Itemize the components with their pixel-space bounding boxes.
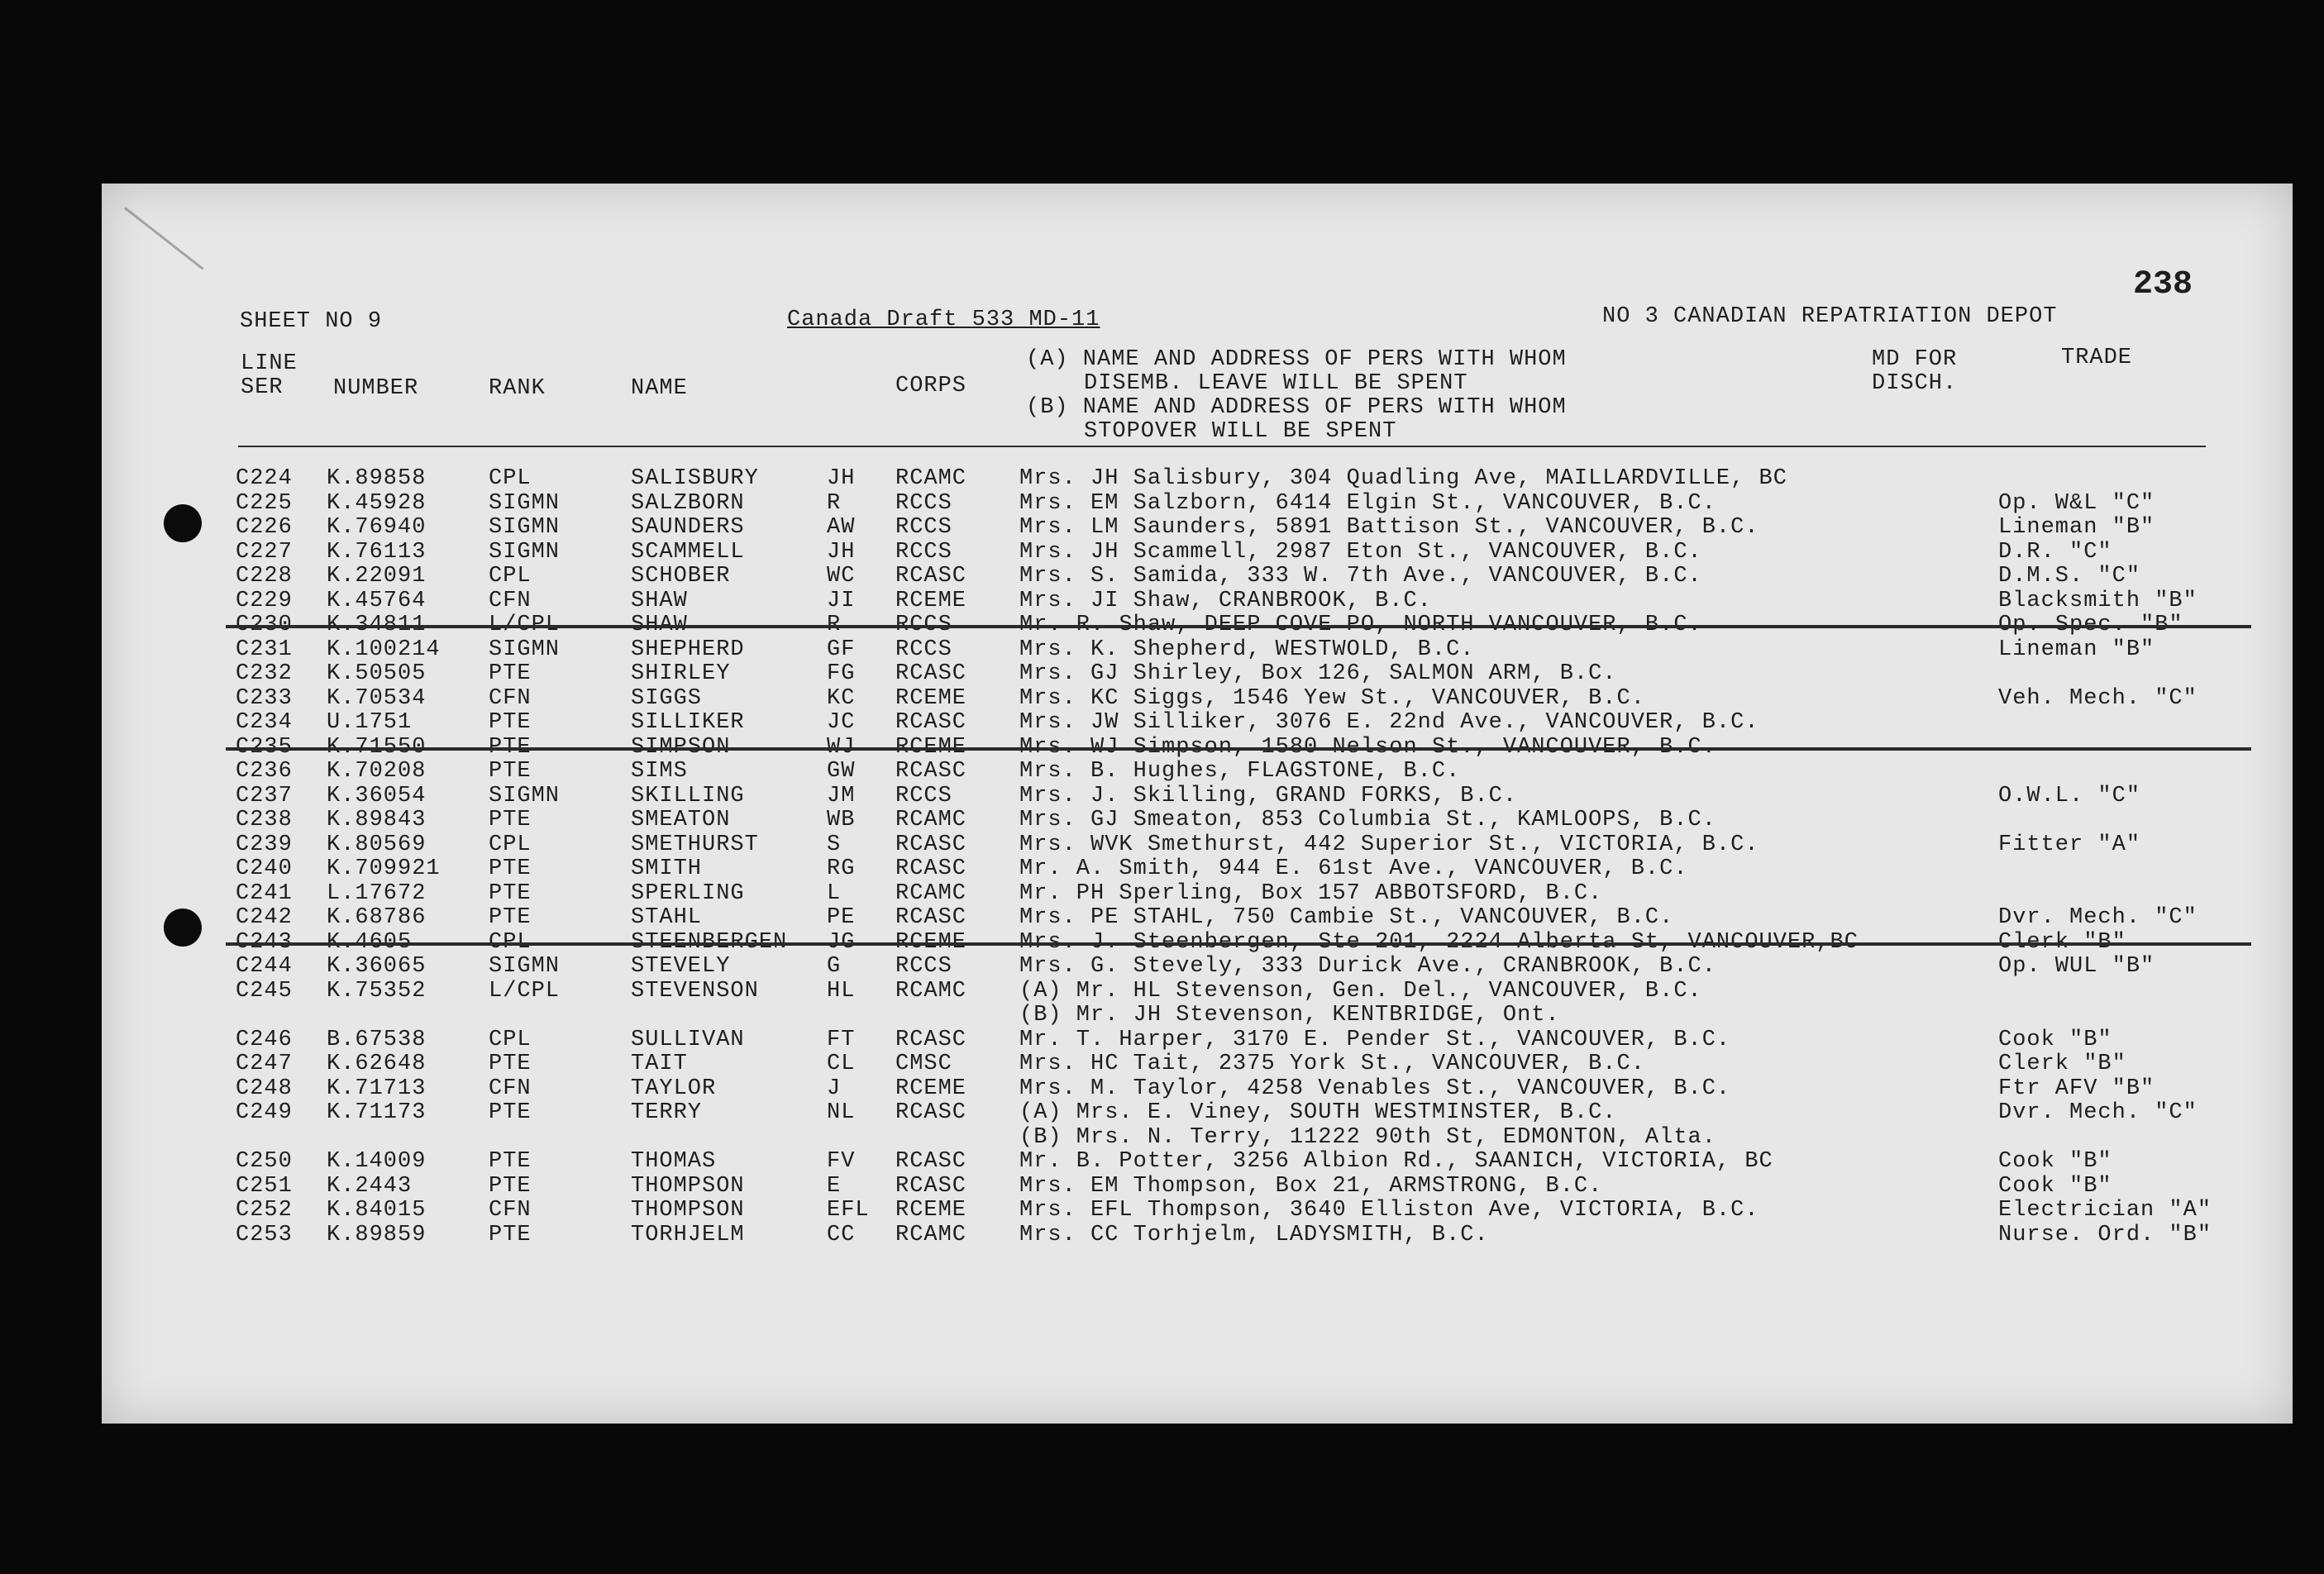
row-initials: KC [827,685,856,711]
row-number: K.70534 [327,685,427,711]
row-address: Mrs. J. Skilling, GRAND FORKS, B.C. [1019,783,1518,808]
row-rank: PTE [489,661,532,686]
row-name: STEVELY [631,954,731,979]
row-initials: FG [827,661,856,686]
row-initials: JH [827,539,856,565]
row-initials: L [827,880,842,906]
col-md-1: MD FOR [1872,347,1958,372]
sheet-number: SHEET NO 9 [240,309,383,334]
row-corps: RCAMC [895,978,967,1004]
row-number: K.100214 [327,637,441,662]
row-initials: AW [827,515,856,540]
row-line-ser: C245 [236,978,293,1004]
row-line-ser: C232 [236,661,293,686]
strike-through-line [226,942,2251,946]
row-name: SMITH [631,856,703,881]
row-initials: E [827,1173,842,1199]
col-corps: CORPS [895,374,967,398]
row-initials: JC [827,710,856,735]
row-rank: PTE [489,856,532,881]
record-table [102,184,2293,1424]
row-initials: GF [827,637,856,662]
row-name: SAUNDERS [631,515,745,540]
row-corps: RCCS [895,783,952,808]
row-name: THOMPSON [631,1173,745,1199]
row-name: SMEATON [631,808,731,832]
row-corps: RCASC [895,832,967,857]
row-trade: Cook "B" [1998,1149,2112,1174]
row-corps: RCCS [895,954,952,979]
row-rank: SIGMN [489,490,561,516]
row-address: Mr. PH Sperling, Box 157 ABBOTSFORD, B.C. [1019,880,1603,906]
row-initials: EFL [827,1198,870,1223]
row-line-ser: C250 [236,1149,293,1174]
row-number: K.709921 [327,856,441,881]
row-line-ser: C227 [236,539,293,565]
row-number: U.1751 [327,710,413,735]
row-name: THOMPSON [631,1198,745,1223]
row-corps: RCEME [895,685,967,711]
row-trade: D.R. "C" [1998,539,2112,565]
row-trade: Cook "B" [1998,1173,2112,1199]
row-address: Mrs. HC Tait, 2375 York St., VANCOUVER, B.C. [1019,1052,1645,1076]
row-line-ser: C225 [236,490,293,516]
row-line-ser: C226 [236,515,293,540]
draft-title: Canada Draft 533 MD-11 [787,308,1100,332]
row-number: L.17672 [327,880,427,906]
col-addr-b-2: STOPOVER WILL BE SPENT [1084,419,1397,444]
row-trade: Fitter "A" [1998,832,2141,857]
row-name: SHIRLEY [631,661,731,686]
row-name: SULLIVAN [631,1027,745,1052]
row-address: Mrs. WVK Smethurst, 442 Superior St., VICTORIA, B.C. [1019,832,1759,857]
row-initials: CC [827,1222,856,1247]
row-address: Mrs. EFL Thompson, 3640 Elliston Ave, VICTORIA, B.C. [1019,1198,1759,1223]
row-number: K.45764 [327,588,427,613]
row-initials: J [827,1076,842,1101]
row-name: SMETHURST [631,832,759,857]
row-corps: RCCS [895,515,952,540]
row-number: K.80569 [327,832,427,857]
row-corps: RCEME [895,1076,967,1101]
row-name: SIMS [631,759,688,784]
row-corps: RCAMC [895,466,967,491]
row-corps: RCCS [895,539,952,565]
row-trade: Lineman "B" [1998,637,2155,662]
row-address: Mr. B. Potter, 3256 Albion Rd., SAANICH, VICTORIA, BC [1019,1149,1773,1174]
row-name: SPERLING [631,880,745,906]
row-initials: RG [827,856,856,881]
row-number: K.89843 [327,808,427,832]
strike-through-line [226,625,2251,628]
row-initials: PE [827,905,856,930]
row-rank: SIGMN [489,515,561,540]
row-address: Mrs. CC Torhjelm, LADYSMITH, B.C. [1019,1222,1489,1247]
row-address: Mrs. GJ Smeaton, 853 Columbia St., KAMLOOPS, B.C. [1019,808,1716,832]
row-name: SILLIKER [631,710,745,735]
row-number: K.36065 [327,954,427,979]
row-trade: O.W.L. "C" [1998,783,2141,808]
row-name: TORHJELM [631,1222,745,1247]
row-initials: S [827,832,842,857]
row-corps: RCASC [895,856,967,881]
row-corps: RCEME [895,1198,967,1223]
row-name: TAYLOR [631,1076,717,1101]
row-line-ser: C252 [236,1198,293,1223]
row-number: K.75352 [327,978,427,1004]
row-number: K.22091 [327,564,427,589]
row-number: K.68786 [327,905,427,930]
row-name: SHEPHERD [631,637,745,662]
row-rank: PTE [489,1222,532,1247]
row-corps: RCAMC [895,1222,967,1247]
row-initials: R [827,490,842,516]
row-address: Mrs. G. Stevely, 333 Durick Ave., CRANBROOK, B.C. [1019,954,1716,979]
row-corps: RCAMC [895,880,967,906]
col-name: NAME [631,376,688,401]
row-address: Mrs. K. Shepherd, WESTWOLD, B.C. [1019,637,1475,662]
row-number: K.71713 [327,1076,427,1101]
row-line-ser: C249 [236,1100,293,1125]
row-initials: NL [827,1100,856,1125]
row-initials: HL [827,978,856,1004]
document-sheet [102,184,2293,1424]
row-address: Mrs. KC Siggs, 1546 Yew St., VANCOUVER, B.C. [1019,685,1645,711]
row-rank: SIGMN [489,783,561,808]
row-number: K.50505 [327,661,427,686]
row-rank: PTE [489,1100,532,1125]
row-corps: RCCS [895,490,952,516]
row-initials: JH [827,466,856,491]
row-number: K.45928 [327,490,427,516]
row-trade: D.M.S. "C" [1998,564,2141,589]
row-corps: RCASC [895,1173,967,1199]
row-trade: Electrician "A" [1998,1198,2212,1223]
row-trade: Ftr AFV "B" [1998,1076,2155,1101]
row-rank: CPL [489,564,532,589]
row-name: STAHL [631,905,703,930]
col-addr-b-1: (B) NAME AND ADDRESS OF PERS WITH WHOM [1026,395,1567,420]
row-number: K.76113 [327,539,427,565]
row-rank: SIGMN [489,637,561,662]
row-rank: CFN [489,1076,532,1101]
row-number: K.89859 [327,1222,427,1247]
row-name: SCAMMELL [631,539,745,565]
row-number: K.89858 [327,466,427,491]
row-name: SHAW [631,588,688,613]
row-name: TAIT [631,1052,688,1076]
row-rank: CPL [489,832,532,857]
row-initials: WB [827,808,856,832]
row-trade: Op. WUL "B" [1998,954,2155,979]
row-line-ser: C244 [236,954,293,979]
row-trade: Nurse. Ord. "B" [1998,1222,2212,1247]
col-addr-a-2: DISEMB. LEAVE WILL BE SPENT [1084,371,1468,396]
row-name: SCHOBER [631,564,731,589]
row-corps: CMSC [895,1052,952,1076]
row-number: K.70208 [327,759,427,784]
row-address: (A) Mrs. E. Viney, SOUTH WESTMINSTER, B.C. [1019,1100,1617,1125]
row-corps: RCASC [895,759,967,784]
row-trade: Dvr. Mech. "C" [1998,1100,2198,1125]
row-rank: CFN [489,588,532,613]
row-address: Mrs. PE STAHL, 750 Cambie St., VANCOUVER, B.C. [1019,905,1674,930]
row-number: K.71173 [327,1100,427,1125]
row-line-ser: C253 [236,1222,293,1247]
row-trade: Op. W&L "C" [1998,490,2155,516]
row-line-ser: C241 [236,880,293,906]
row-name: SALISBURY [631,466,759,491]
row-corps: RCASC [895,710,967,735]
row-line-ser: C246 [236,1027,293,1052]
row-rank: PTE [489,710,532,735]
row-address: Mrs. B. Hughes, FLAGSTONE, B.C. [1019,759,1461,784]
row-rank: SIGMN [489,954,561,979]
row-number: K.84015 [327,1198,427,1223]
col-md-2: DISCH. [1872,371,1958,396]
row-address: Mrs. JH Scammell, 2987 Eton St., VANCOUVER, B.C. [1019,539,1702,565]
row-address: Mrs. M. Taylor, 4258 Venables St., VANCOUVER, B.C. [1019,1076,1731,1101]
row-rank: CFN [489,1198,532,1223]
row-corps: RCCS [895,637,952,662]
row-address: Mrs. LM Saunders, 5891 Battison St., VANCOUVER, B.C. [1019,515,1759,540]
row-trade: Veh. Mech. "C" [1998,685,2198,711]
row-number: K.36054 [327,783,427,808]
row-number: K.2443 [327,1173,413,1199]
row-rank: PTE [489,880,532,906]
row-line-ser: C229 [236,588,293,613]
row-initials: JM [827,783,856,808]
row-trade: Clerk "B" [1998,1052,2126,1076]
row-name: STEVENSON [631,978,759,1004]
row-rank: SIGMN [489,539,561,565]
row-name: SIGGS [631,685,703,711]
row-corps: RCASC [895,1027,967,1052]
row-rank: PTE [489,1173,532,1199]
row-address: Mr. A. Smith, 944 E. 61st Ave., VANCOUVER, B.C. [1019,856,1688,881]
row-rank: PTE [489,1149,532,1174]
row-name: SKILLING [631,783,745,808]
row-rank: PTE [489,905,532,930]
page-number: 238 [2133,266,2193,303]
col-addr-a-1: (A) NAME AND ADDRESS OF PERS WITH WHOM [1026,347,1567,372]
row-address: Mrs. EM Salzborn, 6414 Elgin St., VANCOUVER, B.C. [1019,490,1716,516]
row-line-ser: C236 [236,759,293,784]
col-trade: TRADE [2061,346,2133,370]
row-initials: FT [827,1027,856,1052]
row-address: Mrs. GJ Shirley, Box 126, SALMON ARM, B.C. [1019,661,1617,686]
row-rank: CPL [489,466,532,491]
row-line-ser: C224 [236,466,293,491]
row-line-ser: C247 [236,1052,293,1076]
row-corps: RCAMC [895,808,967,832]
row-corps: RCEME [895,588,967,613]
row-number: B.67538 [327,1027,427,1052]
row-name: TERRY [631,1100,703,1125]
row-line-ser: C238 [236,808,293,832]
row-address: (A) Mr. HL Stevenson, Gen. Del., VANCOUVER, B.C. [1019,978,1702,1004]
row-initials: FV [827,1149,856,1174]
row-address: Mrs. JW Silliker, 3076 E. 22nd Ave., VANCOUVER, B.C. [1019,710,1759,735]
row-trade: Lineman "B" [1998,515,2155,540]
strike-through-line [226,747,2251,751]
row-line-ser: C242 [236,905,293,930]
row-rank: CFN [489,685,532,711]
row-address: Mrs. S. Samida, 333 W. 7th Ave., VANCOUVER, B.C. [1019,564,1702,589]
row-line-ser: C234 [236,710,293,735]
col-number: NUMBER [333,376,419,401]
row-rank: L/CPL [489,978,561,1004]
row-address-secondary: (B) Mr. JH Stevenson, KENTBRIDGE, Ont. [1019,1003,1560,1028]
row-rank: PTE [489,1052,532,1076]
row-address: Mr. T. Harper, 3170 E. Pender St., VANCOUVER, B.C. [1019,1027,1731,1052]
row-number: K.14009 [327,1149,427,1174]
row-line-ser: C240 [236,856,293,881]
depot-name: NO 3 CANADIAN REPATRIATION DEPOT [1602,304,2058,329]
row-number: K.76940 [327,515,427,540]
row-address: Mrs. JH Salisbury, 304 Quadling Ave, MAILLARDVILLE, BC [1019,466,1787,491]
row-line-ser: C228 [236,564,293,589]
row-name: THOMAS [631,1149,717,1174]
row-initials: GW [827,759,856,784]
row-line-ser: C231 [236,637,293,662]
row-initials: G [827,954,842,979]
row-initials: CL [827,1052,856,1076]
row-name: SALZBORN [631,490,745,516]
row-address: Mrs. EM Thompson, Box 21, ARMSTRONG, B.C. [1019,1173,1603,1199]
row-trade: Dvr. Mech. "C" [1998,905,2198,930]
row-initials: JI [827,588,856,613]
col-line-ser-2: SER [241,375,284,400]
row-corps: RCASC [895,1149,967,1174]
row-corps: RCASC [895,905,967,930]
row-rank: PTE [489,808,532,832]
row-rank: PTE [489,759,532,784]
row-number: K.62648 [327,1052,427,1076]
row-line-ser: C248 [236,1076,293,1101]
row-line-ser: C233 [236,685,293,711]
row-line-ser: C237 [236,783,293,808]
col-line-ser-1: LINE [241,351,298,376]
row-address: Mrs. JI Shaw, CRANBROOK, B.C. [1019,588,1432,613]
row-trade: Cook "B" [1998,1027,2112,1052]
row-line-ser: C251 [236,1173,293,1199]
row-corps: RCASC [895,1100,967,1125]
col-rank: RANK [489,376,546,401]
row-rank: CPL [489,1027,532,1052]
row-corps: RCASC [895,661,967,686]
row-corps: RCASC [895,564,967,589]
row-line-ser: C239 [236,832,293,857]
row-initials: WC [827,564,856,589]
row-address-secondary: (B) Mrs. N. Terry, 11222 90th St, EDMONTON, Alta. [1019,1124,1716,1150]
row-trade: Blacksmith "B" [1998,588,2198,613]
